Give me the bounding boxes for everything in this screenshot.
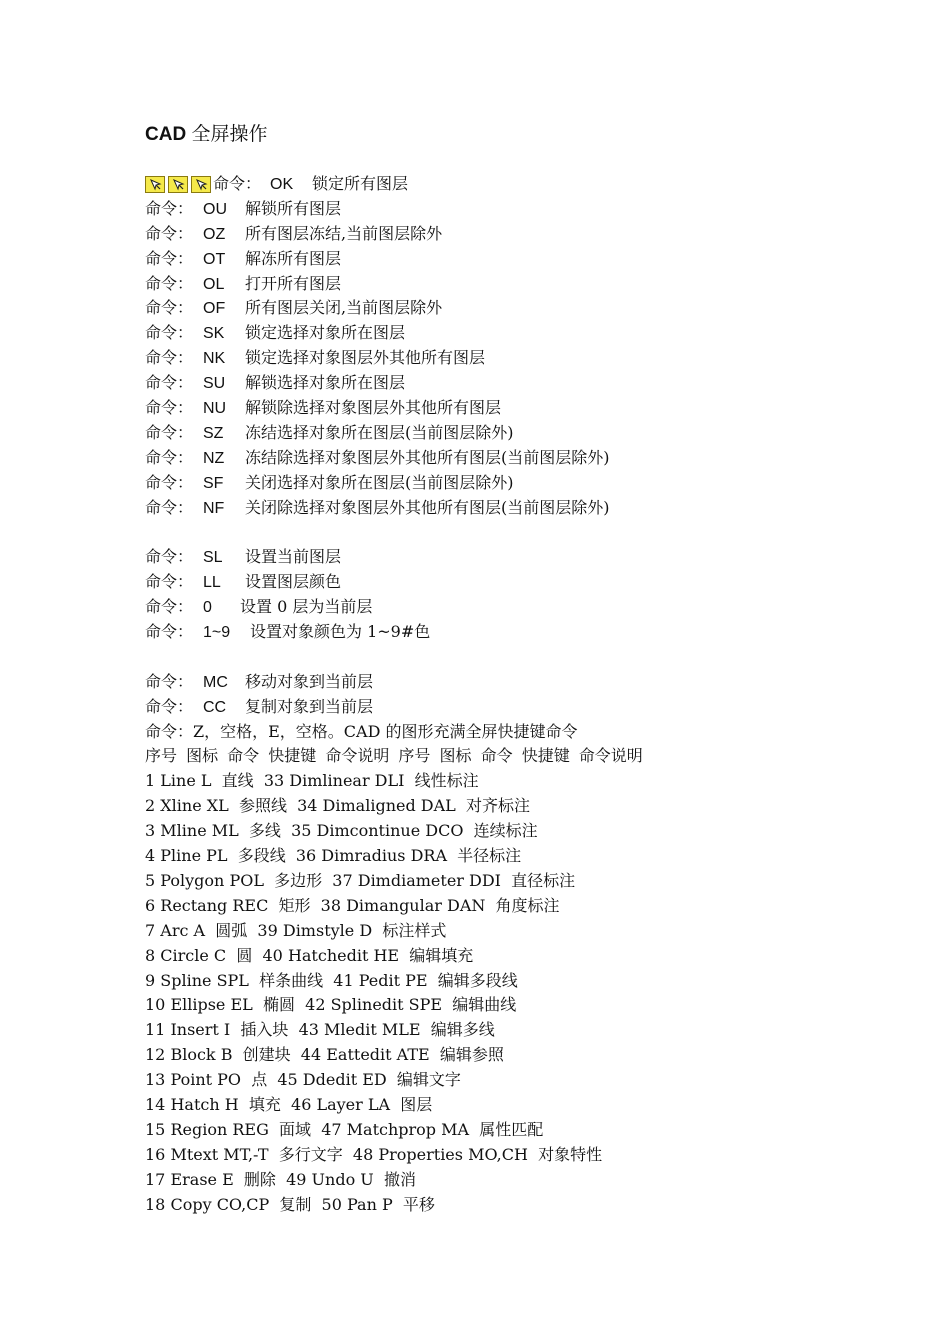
command-code: NU [203,400,227,418]
table-row: 12 Block B 创建块 44 Eattedit ATE 编辑参照 [145,1045,504,1065]
command-label: 命令： [145,398,194,418]
table-row: 15 Region REG 面域 47 Matchprop MA 属性匹配 [145,1119,544,1139]
command-description: 设置 0 层为当前层 [240,597,373,617]
cursor-icon [191,176,211,193]
command-description: 冻结选择对象所在图层(当前图层除外) [245,422,514,442]
command-line [145,670,925,695]
command-line [145,321,925,346]
command-line [145,446,925,471]
command-label: 命令： [145,348,194,368]
document-page [145,120,925,1217]
command-label: 命令： [145,248,194,268]
table-header: 序号 图标 命令 快捷键 命令说明 序号 图标 命令 快捷键 命令说明 [145,746,643,766]
command-code: OF [203,300,226,318]
table-row: 6 Rectang REC 矩形 38 Dimangular DAN 角度标注 [145,895,560,915]
command-line [145,371,925,396]
command-label: 命令： [145,273,194,293]
table-row: 10 Ellipse EL 椭圆 42 Splinedit SPE 编辑曲线 [145,995,517,1015]
table-row: 8 Circle C 圆 40 Hatchedit HE 编辑填充 [145,945,474,965]
command-line [145,346,925,371]
command-description: 解锁选择对象所在图层 [245,373,406,393]
command-description: 设置对象颜色为 1~9#色 [250,622,431,642]
command-label: 命令： [145,198,194,218]
command-code: NK [203,350,226,368]
command-description: 关闭除选择对象图层外其他所有图层(当前图层除外) [245,497,610,517]
command-label: 命令： [145,472,194,492]
blank-line [145,520,925,545]
command-label: 命令： [145,572,194,592]
command-description: 设置当前图层 [245,547,342,567]
command-code: SZ [203,424,224,442]
command-label: 命令： [145,447,194,467]
command-code: OT [203,250,226,268]
command-code: OL [203,275,225,293]
command-line [145,272,925,297]
command-description: 所有图层关闭,当前图层除外 [245,298,443,318]
command-description: 解冻所有图层 [245,248,342,268]
command-label: 命令： [145,298,194,318]
command-label: 命令： [145,373,194,393]
title-rest: 全屏操作 [186,124,268,145]
command-line [145,545,925,570]
command-line [145,396,925,421]
command-code: 1~9 [203,624,231,642]
command-label: 命令： [145,323,194,343]
zoom-fullscreen-line: 命令：Z，空格，E，空格。CAD 的图形充满全屏快捷键命令 [145,721,578,741]
command-code: OU [203,200,227,218]
command-line [145,496,925,521]
command-label: 命令： [145,223,194,243]
table-row: 9 Spline SPL 样条曲线 41 Pedit PE 编辑多段线 [145,970,518,990]
command-code: CC [203,698,227,716]
command-code: OZ [203,225,226,243]
table-row: 17 Erase E 删除 49 Undo U 撤消 [145,1169,416,1189]
table-row: 7 Arc A 圆弧 39 Dimstyle D 标注样式 [145,920,447,940]
command-label: 命令： [145,671,194,691]
table-row: 2 Xline XL 参照线 34 Dimaligned DAL 对齐标注 [145,796,530,816]
command-code: NZ [203,449,225,467]
command-label: 命令： [145,422,194,442]
table-row: 4 Pline PL 多段线 36 Dimradius DRA 半径标注 [145,846,522,866]
shortcut-table [145,769,925,1217]
command-line [145,197,925,222]
command-label: 命令： [145,696,194,716]
table-row: 1 Line L 直线 33 Dimlinear DLI 线性标注 [145,771,479,791]
toolbar-icons [145,176,211,193]
command-description: 锁定选择对象所在图层 [245,323,406,343]
table-row: 11 Insert I 插入块 43 Mledit MLE 编辑多线 [145,1020,495,1040]
command-code: LL [203,574,221,592]
command-code: NF [203,499,225,517]
page-title [145,120,925,150]
command-line [145,620,925,645]
command-line [145,471,925,496]
command-description: 打开所有图层 [245,273,342,293]
blank-line [145,645,925,670]
command-description: 解锁所有图层 [245,198,342,218]
command-line [145,595,925,620]
command-line [145,421,925,446]
command-block-move [145,670,925,720]
table-row: 13 Point PO 点 45 Ddedit ED 编辑文字 [145,1070,461,1090]
command-label: 命令： [145,497,194,517]
command-line [145,695,925,720]
command-description: 所有图层冻结,当前图层除外 [245,223,443,243]
command-code: SK [203,325,225,343]
command-description: 锁定所有图层 [312,174,409,193]
table-row: 5 Polygon POL 多边形 37 Dimdiameter DDI 直径标注 [145,870,576,890]
command-code: SF [203,474,224,492]
command-description: 冻结除选择对象图层外其他所有图层(当前图层除外) [245,447,610,467]
command-description: 锁定选择对象图层外其他所有图层 [245,348,486,368]
command-line [145,247,925,272]
command-line [145,172,925,197]
table-row: 18 Copy CO,CP 复制 50 Pan P 平移 [145,1194,435,1214]
command-label: 命令： [145,547,194,567]
command-code: 0 [203,599,212,617]
command-description: 设置图层颜色 [245,572,342,592]
command-description: 解锁除选择对象图层外其他所有图层 [245,398,502,418]
command-line [145,570,925,595]
command-description: 移动对象到当前层 [245,671,374,691]
command-block-color [145,545,925,645]
command-line [145,296,925,321]
command-label: 命令： [145,597,194,617]
command-code: OK [270,176,294,193]
command-code: MC [203,673,228,691]
command-description: 复制对象到当前层 [245,696,374,716]
command-block-layers [145,172,925,520]
command-label: 命令： [145,622,194,642]
table-row: 3 Mline ML 多线 35 Dimcontinue DCO 连续标注 [145,821,538,841]
command-code: SU [203,375,226,393]
command-line [145,222,925,247]
table-row: 16 Mtext MT,-T 多行文字 48 Properties MO,CH 对象特性 [145,1144,603,1164]
table-row: 14 Hatch H 填充 46 Layer LA 图层 [145,1094,433,1114]
title-latin: CAD [145,124,187,145]
cursor-icon [145,176,165,193]
command-description: 关闭选择对象所在图层(当前图层除外) [245,472,514,492]
command-label: 命令： [213,174,262,193]
command-code: SL [203,549,223,567]
cursor-icon [168,176,188,193]
